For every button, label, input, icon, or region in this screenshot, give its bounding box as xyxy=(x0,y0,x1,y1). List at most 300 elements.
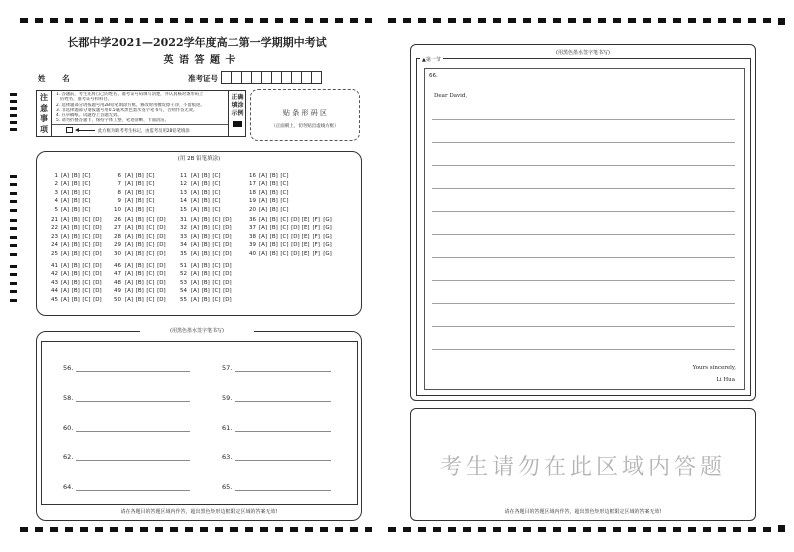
short-answer-number: 65. xyxy=(222,483,233,492)
answer-option-bubble: [C] xyxy=(146,206,155,213)
answer-option-bubble: [C] xyxy=(212,225,221,231)
short-answer-number: 64. xyxy=(63,483,74,492)
answer-option-bubble: [D] xyxy=(223,233,232,240)
answer-option-bubble: [D] xyxy=(93,288,102,294)
answer-option-bubble: [B] xyxy=(135,225,144,231)
answer-option-bubble: [C] xyxy=(280,233,289,240)
question-number: 14 xyxy=(180,198,187,204)
answer-option-bubble: [C] xyxy=(146,296,155,303)
answer-option-bubble: [B] xyxy=(71,288,80,294)
answer-option-bubble: [A] xyxy=(191,296,200,303)
answer-option-bubble: [D] xyxy=(291,250,300,257)
fill-example-label-line: 填涂 xyxy=(231,102,244,109)
answer-option-bubble: [C] xyxy=(82,189,91,196)
answer-option-bubble: [C] xyxy=(146,198,155,204)
question-number: 15 xyxy=(180,206,187,213)
multiple-choice-label: (用 2B 铅笔填涂) xyxy=(177,156,221,162)
answer-option-bubble: [D] xyxy=(157,288,166,294)
answer-option-bubble: [A] xyxy=(191,250,200,257)
question-number: 51 xyxy=(180,262,187,269)
barcode-title: 贴 条 形 码 区 xyxy=(283,109,327,117)
answer-option-bubble: [A] xyxy=(125,181,134,187)
answer-option-bubble: [A] xyxy=(191,206,200,213)
answer-option-bubble: [B] xyxy=(135,288,144,294)
answer-option-bubble: [D] xyxy=(93,233,102,240)
timing-mark xyxy=(10,227,17,230)
answer-option-bubble: [C] xyxy=(212,216,221,223)
answer-option-bubble: [C] xyxy=(146,271,155,277)
question-number: 54 xyxy=(180,288,187,294)
answer-option-bubble: [B] xyxy=(71,279,80,286)
answer-option-bubble: [B] xyxy=(269,242,278,248)
answer-option-bubble: [B] xyxy=(269,225,278,231)
answer-option-bubble: [B] xyxy=(135,262,144,269)
answer-option-bubble: [D] xyxy=(291,233,300,240)
notice-item: 3. 非选择题部分请按题号用0.5毫米黑色墨水签字笔书写，否则作答无效。 xyxy=(56,107,198,113)
answer-option-bubble: [A] xyxy=(61,279,70,286)
corner-mark-bottom-right xyxy=(778,525,785,532)
timing-mark xyxy=(10,282,17,285)
question-number: 9 xyxy=(117,198,121,204)
answer-option-bubble: [D] xyxy=(223,262,232,269)
writing-line xyxy=(432,188,735,189)
question-number: 41 xyxy=(51,262,58,269)
answer-option-bubble: [A] xyxy=(61,206,70,213)
answer-option-bubble: [B] xyxy=(269,233,278,240)
answer-option-bubble: [C] xyxy=(146,242,155,248)
answer-option-bubble: [C] xyxy=(146,250,155,257)
writing-question-number: 66. xyxy=(429,73,438,79)
timing-marks-top-right xyxy=(388,18,772,23)
answer-option-bubble: [B] xyxy=(201,233,210,240)
answer-option-bubble: [E] xyxy=(301,233,310,240)
answer-option-bubble: [C] xyxy=(280,198,289,204)
writing-line xyxy=(432,211,735,212)
answer-option-bubble: [B] xyxy=(269,198,278,204)
answer-option-bubble: [C] xyxy=(146,216,155,223)
answer-option-bubble: [C] xyxy=(212,262,221,269)
timing-mark xyxy=(10,192,17,195)
answer-option-bubble: [A] xyxy=(259,242,268,248)
short-answer-number: 56. xyxy=(63,364,74,372)
question-number: 23 xyxy=(51,233,58,240)
letter-signature: Li Hua xyxy=(716,377,735,383)
short-answer-line xyxy=(76,401,190,402)
answer-option-bubble: [D] xyxy=(93,279,102,286)
answer-option-bubble: [B] xyxy=(201,288,210,294)
writing-line xyxy=(432,280,735,281)
timing-mark xyxy=(10,253,17,256)
writing-line xyxy=(432,234,735,235)
answer-option-bubble: [C] xyxy=(280,250,289,257)
answer-option-bubble: [A] xyxy=(191,172,200,179)
question-number: 49 xyxy=(114,288,121,294)
answer-option-bubble: [B] xyxy=(135,233,144,240)
short-answer-line xyxy=(235,371,331,372)
short-answer-number: 60. xyxy=(63,423,74,432)
answer-option-bubble: [A] xyxy=(125,198,134,204)
timing-marks-bottom-left xyxy=(20,527,372,532)
answer-option-bubble: [A] xyxy=(191,262,200,269)
question-number: 20 xyxy=(249,206,256,213)
answer-option-bubble: [B] xyxy=(135,296,144,303)
barcode-note: （正面朝上，切勿贴出虚线方框） xyxy=(271,124,339,129)
timing-mark xyxy=(10,200,17,203)
answer-option-bubble: [B] xyxy=(135,198,144,204)
answer-option-bubble: [A] xyxy=(191,288,200,294)
writing-line xyxy=(432,165,735,166)
short-answer-number: 62. xyxy=(63,453,74,462)
timing-mark xyxy=(10,244,17,247)
question-number: 28 xyxy=(114,233,121,240)
answer-option-bubble: [C] xyxy=(82,233,91,240)
short-answer-line xyxy=(76,431,190,432)
short-answer-line xyxy=(76,371,190,372)
answer-option-bubble: [C] xyxy=(280,225,289,231)
answer-option-bubble: [C] xyxy=(212,198,221,204)
answer-option-bubble: [B] xyxy=(135,279,144,286)
answer-option-bubble: [A] xyxy=(61,242,70,248)
question-number: 2 xyxy=(54,181,58,187)
question-number: 52 xyxy=(180,271,187,277)
answer-option-bubble: [A] xyxy=(259,206,268,213)
answer-option-bubble: [A] xyxy=(61,233,70,240)
answer-option-bubble: [C] xyxy=(280,189,289,196)
question-number: 47 xyxy=(114,271,121,277)
short-answer-line xyxy=(76,490,190,491)
answer-option-bubble: [A] xyxy=(125,288,134,294)
question-number: 46 xyxy=(114,262,121,269)
answer-option-bubble: [B] xyxy=(201,181,210,187)
answer-option-bubble: [F] xyxy=(312,242,320,248)
answer-option-bubble: [A] xyxy=(191,242,200,248)
question-number: 30 xyxy=(114,250,121,257)
notice-item: 4. 在草稿纸、试题卷上答题无效。 xyxy=(56,113,122,119)
answer-option-bubble: [A] xyxy=(259,172,268,179)
question-number: 48 xyxy=(114,279,121,286)
answer-option-bubble: [B] xyxy=(201,189,210,196)
question-number: 35 xyxy=(180,250,187,257)
answer-option-bubble: [G] xyxy=(323,216,332,223)
exam-id-digit-box xyxy=(311,71,322,84)
question-number: 50 xyxy=(114,296,121,303)
answer-option-bubble: [C] xyxy=(212,181,221,187)
answer-option-bubble: [C] xyxy=(146,225,155,231)
answer-option-bubble: [A] xyxy=(125,225,134,231)
question-number: 36 xyxy=(249,216,256,223)
timing-mark xyxy=(10,93,17,96)
answer-option-bubble: [F] xyxy=(312,250,320,257)
timing-mark xyxy=(10,209,17,212)
short-answer-line xyxy=(235,460,331,461)
answer-option-bubble: [A] xyxy=(125,172,134,179)
answer-option-bubble: [D] xyxy=(223,271,232,277)
exam-id-label: 准考证号 xyxy=(188,74,218,83)
answer-option-bubble: [D] xyxy=(223,288,232,294)
short-answer-number: 63. xyxy=(222,453,233,462)
answer-option-bubble: [A] xyxy=(125,262,134,269)
short-answer-frame xyxy=(41,341,358,505)
answer-option-bubble: [A] xyxy=(61,225,70,231)
question-number: 3 xyxy=(54,189,58,196)
timing-mark xyxy=(10,219,17,222)
answer-option-bubble: [A] xyxy=(61,181,70,187)
question-number: 10 xyxy=(114,206,121,213)
question-number: 4 xyxy=(54,198,58,204)
timing-marks-top-left xyxy=(20,18,372,23)
answer-option-bubble: [C] xyxy=(212,288,221,294)
answer-option-bubble: [A] xyxy=(259,233,268,240)
answer-area-warning: 请在各题目的答题区域内作答，超出黑色矩形边框限定区域的答案无效! xyxy=(504,509,662,515)
answer-option-bubble: [D] xyxy=(223,225,232,231)
answer-option-bubble: [C] xyxy=(280,206,289,213)
writing-line xyxy=(432,142,735,143)
answer-option-bubble: [A] xyxy=(61,198,70,204)
short-answer-line xyxy=(235,490,331,491)
answer-option-bubble: [B] xyxy=(269,250,278,257)
writing-line xyxy=(432,257,735,258)
answer-option-bubble: [B] xyxy=(71,250,80,257)
question-number: 45 xyxy=(51,296,58,303)
answer-option-bubble: [C] xyxy=(212,206,221,213)
answer-option-bubble: [C] xyxy=(212,233,221,240)
answer-option-bubble: [B] xyxy=(71,271,80,277)
timing-mark xyxy=(10,114,17,117)
answer-option-bubble: [C] xyxy=(212,189,221,196)
question-number: 40 xyxy=(249,250,256,257)
answer-option-bubble: [C] xyxy=(146,288,155,294)
answer-option-bubble: [B] xyxy=(201,225,210,231)
answer-option-bubble: [C] xyxy=(146,262,155,269)
answer-option-bubble: [F] xyxy=(312,225,320,231)
notice-item: 1. 答题前，考生先将自己的姓名、准考证号码填写清楚，并认真核对条形码上 xyxy=(56,92,204,97)
answer-option-bubble: [A] xyxy=(125,189,134,196)
answer-option-bubble: [B] xyxy=(135,181,144,187)
writing-label: (用黑色墨水签字笔书写) xyxy=(556,50,610,56)
answer-option-bubble: [A] xyxy=(259,198,268,204)
answer-option-bubble: [D] xyxy=(93,225,102,231)
question-number: 38 xyxy=(249,233,256,240)
answer-option-bubble: [B] xyxy=(71,242,80,248)
answer-option-bubble: [B] xyxy=(135,271,144,277)
answer-option-bubble: [B] xyxy=(71,233,80,240)
answer-option-bubble: [C] xyxy=(82,181,91,187)
question-number: 6 xyxy=(117,172,121,179)
timing-mark xyxy=(10,236,17,239)
answer-option-bubble: [A] xyxy=(125,279,134,286)
question-number: 31 xyxy=(180,216,187,223)
answer-option-bubble: [C] xyxy=(280,242,289,248)
answer-option-bubble: [G] xyxy=(323,250,332,257)
answer-option-bubble: [A] xyxy=(125,242,134,248)
notice-heading-cell xyxy=(36,90,52,137)
answer-option-bubble: [B] xyxy=(269,172,278,179)
question-number: 18 xyxy=(249,189,256,196)
answer-option-bubble: [D] xyxy=(157,242,166,248)
answer-option-bubble: [A] xyxy=(61,189,70,196)
timing-mark xyxy=(10,121,17,124)
answer-option-bubble: [C] xyxy=(280,172,289,179)
timing-marks-bottom-right xyxy=(388,527,772,532)
answer-option-bubble: [C] xyxy=(82,262,91,269)
answer-option-bubble: [G] xyxy=(323,233,332,240)
answer-option-bubble: [B] xyxy=(201,216,210,223)
question-number: 44 xyxy=(51,288,58,294)
answer-option-bubble: [A] xyxy=(191,198,200,204)
answer-option-bubble: [A] xyxy=(125,216,134,223)
answer-option-bubble: [E] xyxy=(301,250,310,257)
answer-option-bubble: [D] xyxy=(291,216,300,223)
arrow-left-icon-shaft xyxy=(78,130,95,131)
question-number: 11 xyxy=(180,172,187,179)
answer-option-bubble: [C] xyxy=(146,189,155,196)
question-number: 27 xyxy=(114,225,121,231)
answer-option-bubble: [C] xyxy=(212,279,221,286)
sheet-title: 长郡中学2021—2022学年度高二第一学期期中考试 xyxy=(67,36,327,49)
question-number: 25 xyxy=(51,250,58,257)
answer-option-bubble: [B] xyxy=(201,198,210,204)
answer-option-bubble: [C] xyxy=(212,242,221,248)
answer-option-bubble: [C] xyxy=(82,279,91,286)
question-number: 26 xyxy=(114,216,121,223)
answer-option-bubble: [B] xyxy=(201,242,210,248)
answer-option-bubble: [C] xyxy=(146,181,155,187)
answer-option-bubble: [E] xyxy=(301,242,310,248)
answer-option-bubble: [C] xyxy=(212,296,221,303)
notice-item: 5. 请勿折叠答题卡，保持字体工整、笔迹清晰、卡面清洁。 xyxy=(56,118,169,124)
exam-id-boxes xyxy=(222,71,322,84)
notice-item: 2. 选择题部分请按题号用2B铅笔填涂方框，修改时用橡皮擦干净，不留痕迹。 xyxy=(56,102,205,108)
answer-option-bubble: [B] xyxy=(135,189,144,196)
answer-option-bubble: [A] xyxy=(191,271,200,277)
answer-option-bubble: [A] xyxy=(191,189,200,196)
answer-option-bubble: [A] xyxy=(259,225,268,231)
answer-option-bubble: [C] xyxy=(212,172,221,179)
timing-mark xyxy=(10,273,17,276)
name-label: 姓 名 xyxy=(38,74,77,83)
answer-option-bubble: [B] xyxy=(201,279,210,286)
timing-mark xyxy=(10,175,17,178)
answer-option-bubble: [C] xyxy=(82,198,91,204)
answer-option-bubble: [B] xyxy=(135,242,144,248)
question-number: 17 xyxy=(249,181,256,187)
answer-option-bubble: [A] xyxy=(259,181,268,187)
fill-example-label xyxy=(229,94,246,118)
notice-divider xyxy=(52,124,228,125)
answer-option-bubble: [D] xyxy=(223,242,232,248)
answer-option-bubble: [B] xyxy=(71,206,80,213)
answer-option-bubble: [D] xyxy=(223,279,232,286)
answer-option-bubble: [D] xyxy=(93,216,102,223)
answer-option-bubble: [D] xyxy=(157,216,166,223)
answer-option-bubble: [D] xyxy=(291,225,300,231)
answer-option-bubble: [D] xyxy=(93,250,102,257)
short-answer-line xyxy=(235,431,331,432)
answer-option-bubble: [A] xyxy=(61,271,70,277)
short-answer-number: 57. xyxy=(222,364,233,372)
answer-option-bubble: [B] xyxy=(269,216,278,223)
letter-greeting: Dear David, xyxy=(434,93,468,99)
answer-option-bubble: [D] xyxy=(93,262,102,269)
answer-option-bubble: [B] xyxy=(71,225,80,231)
absent-mark-box xyxy=(66,127,73,133)
answer-option-bubble: [B] xyxy=(71,172,80,179)
answer-option-bubble: [A] xyxy=(61,216,70,223)
answer-option-bubble: [A] xyxy=(61,262,70,269)
answer-option-bubble: [C] xyxy=(212,250,221,257)
answer-option-bubble: [B] xyxy=(135,250,144,257)
answer-option-bubble: [A] xyxy=(191,181,200,187)
writing-line xyxy=(432,119,735,120)
answer-option-bubble: [B] xyxy=(135,216,144,223)
timing-mark xyxy=(10,290,17,293)
answer-option-bubble: [D] xyxy=(223,216,232,223)
reserved-area-text: 考生请勿在此区域内答题 xyxy=(439,455,726,480)
fill-example-label-line: 示例 xyxy=(231,110,244,117)
short-answer-number: 59. xyxy=(222,393,233,402)
answer-option-bubble: [C] xyxy=(82,225,91,231)
question-number: 21 xyxy=(51,216,58,223)
question-number: 42 xyxy=(51,271,58,277)
question-number: 55 xyxy=(180,296,187,303)
writing-answer-frame xyxy=(424,68,745,390)
answer-option-bubble: [B] xyxy=(71,189,80,196)
notice-items xyxy=(56,92,226,124)
answer-option-bubble: [G] xyxy=(323,225,332,231)
question-number: 34 xyxy=(180,242,187,248)
answer-option-bubble: [A] xyxy=(191,216,200,223)
answer-option-bubble: [B] xyxy=(269,206,278,213)
answer-option-bubble: [B] xyxy=(71,181,80,187)
answer-option-bubble: [D] xyxy=(157,271,166,277)
answer-option-bubble: [C] xyxy=(280,216,289,223)
answer-option-bubble: [A] xyxy=(61,250,70,257)
question-number: 39 xyxy=(249,242,256,248)
answer-area-warning: 请在各题目的答题区域内作答，超出黑色矩形边框限定区域的答案无效! xyxy=(120,509,278,515)
writing-line xyxy=(432,326,735,327)
answer-option-bubble: [C] xyxy=(82,216,91,223)
question-number: 37 xyxy=(249,225,256,231)
short-answer-number: 61. xyxy=(222,423,233,432)
answer-option-bubble: [E] xyxy=(301,216,310,223)
answer-option-bubble: [B] xyxy=(201,172,210,179)
question-number: 53 xyxy=(180,279,187,286)
answer-option-bubble: [A] xyxy=(125,296,134,303)
short-answer-number: 58. xyxy=(63,393,74,402)
question-number: 12 xyxy=(180,181,187,187)
answer-option-bubble: [A] xyxy=(191,225,200,231)
answer-option-bubble: [A] xyxy=(191,279,200,286)
answer-option-bubble: [D] xyxy=(157,250,166,257)
answer-option-bubble: [C] xyxy=(82,271,91,277)
answer-option-bubble: [B] xyxy=(71,296,80,303)
answer-option-bubble: [B] xyxy=(71,262,80,269)
answer-option-bubble: [D] xyxy=(93,271,102,277)
question-number: 22 xyxy=(51,225,58,231)
answer-option-bubble: [B] xyxy=(71,198,80,204)
answer-option-bubble: [A] xyxy=(259,250,268,257)
answer-option-bubble: [B] xyxy=(71,216,80,223)
fill-example-label-line: 正确 xyxy=(231,94,244,101)
writing-line xyxy=(432,303,735,304)
question-number: 24 xyxy=(51,242,58,248)
answer-option-bubble: [D] xyxy=(93,242,102,248)
question-number: 1 xyxy=(54,172,58,179)
absent-mark-note: 此方框为缺考考生标记，由监考员用2B铅笔填涂 xyxy=(98,128,190,134)
answer-option-bubble: [C] xyxy=(82,242,91,248)
answer-option-bubble: [A] xyxy=(259,189,268,196)
letter-closing: Yours sincerely, xyxy=(692,365,736,371)
